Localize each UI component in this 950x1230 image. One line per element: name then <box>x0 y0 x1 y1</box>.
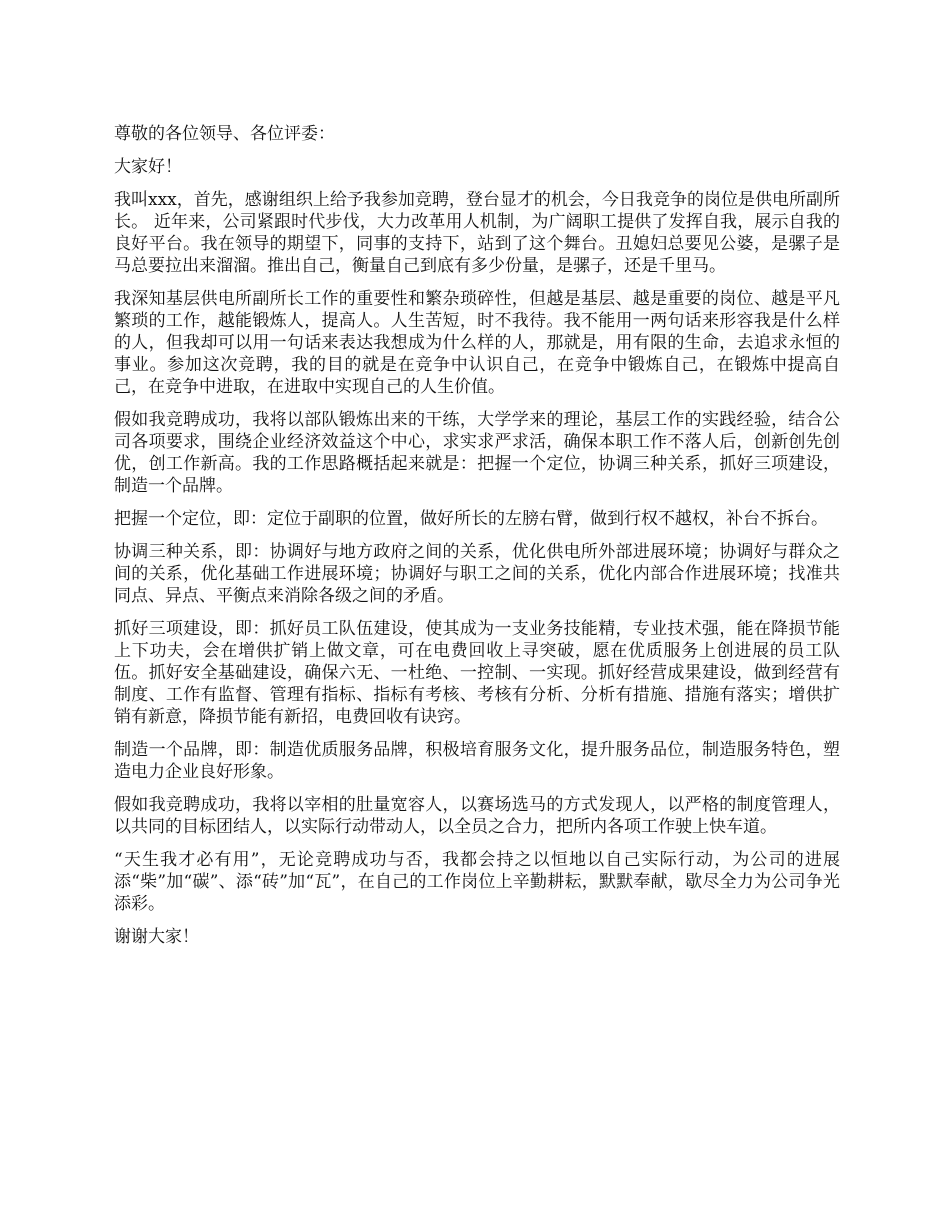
paragraph-positioning: 把握一个定位，即：定位于副职的位置，做好所长的左膀右臂，做到行权不越权，补台不拆台。 <box>114 509 828 529</box>
greeting: 大家好！ <box>114 157 182 177</box>
paragraph-brand: 制造一个品牌，即：制造优质服务品牌，积极培育服务文化，提升服务品位，制造服务特色，塑造电力企业良好形象。 <box>114 740 840 782</box>
paragraph-commitment: 假如我竞聘成功，我将以宰相的肚量宽容人，以赛场选马的方式发现人，以严格的制度管理人，以共同的目标团结人，以实际行动带动人，以全员之合力，把所内各项工作驶上快车道。 <box>114 795 840 837</box>
paragraph-plan: 假如我竞聘成功，我将以部队锻炼出来的干练，大学学来的理论，基层工作的实践经验，结合公司各项要求，围绕企业经济效益这个中心，求实求严求活，确保本职工作不落人后，创新创先创优，创工作新高。我的工作思路概括起来就是：把握一个定位，协调三种关系，抓好三项建设，制造一个品牌。 <box>114 410 840 496</box>
document-body <box>114 123 840 959</box>
paragraph-construction: 抓好三项建设，即：抓好员工队伍建设，使其成为一支业务技能精，专业技术强，能在降损节能上下功夫，会在增供扩销上做文章，可在电费回收上寻突破，愿在优质服务上创进展的员工队伍。抓好安全基础建设，确保六无、一杜绝、一控制、一实现。抓好经营成果建设，做到经营有制度、工作有监督、管理有指标、指标有考核、考核有分析、分析有措施、措施有落实；增供扩销有新意，降损节能有新招，电费回收有诀窍。 <box>114 619 840 727</box>
closing: 谢谢大家！ <box>114 927 199 947</box>
paragraph-intro: 我叫xxx，首先，感谢组织上给予我参加竞聘，登台显才的机会，今日我竞争的岗位是供电所副所长。 近年来，公司紧跟时代步伐，大力改革用人机制，为广阔职工提供了发挥自我，展示自我的良好平台。我在领导的期望下，同事的支持下，站到了这个舞台。丑媳妇总要见公婆，是骡子是马总要拉出来溜溜。推出自己，衡量自己到底有多少份量，是骡子，还是千里马。 <box>114 190 840 276</box>
paragraph-understanding: 我深知基层供电所副所长工作的重要性和繁杂琐碎性，但越是基层、越是重要的岗位、越是平凡繁琐的工作，越能锻炼人，提高人。人生苦短，时不我待。我不能用一两句话来形容我是什么样的人，但我却可以用一句话来表达我想成为什么样的人，那就是，用有限的生命，去追求永恒的事业。参加这次竞聘，我的目的就是在竞争中认识自己，在竞争中锻炼自己，在锻炼中提高自己，在竞争中进取，在进取中实现自己的人生价值。 <box>114 289 840 397</box>
paragraph-relations: 协调三种关系，即：协调好与地方政府之间的关系，优化供电所外部进展环境；协调好与群众之间的关系，优化基础工作进展环境；协调好与职工之间的关系，优化内部合作进展环境；找准共同点、异点、平衡点来消除各级之间的矛盾。 <box>114 542 840 606</box>
salutation: 尊敬的各位领导、各位评委： <box>114 124 335 144</box>
paragraph-conclusion: “天生我才必有用”，无论竞聘成功与否，我都会持之以恒地以自己实际行动，为公司的进展添“柴”加“碳”、添“砖”加“瓦”，在自己的工作岗位上辛勤耕耘，默默奉献，歇尽全力为公司争光添彩。 <box>114 850 840 914</box>
